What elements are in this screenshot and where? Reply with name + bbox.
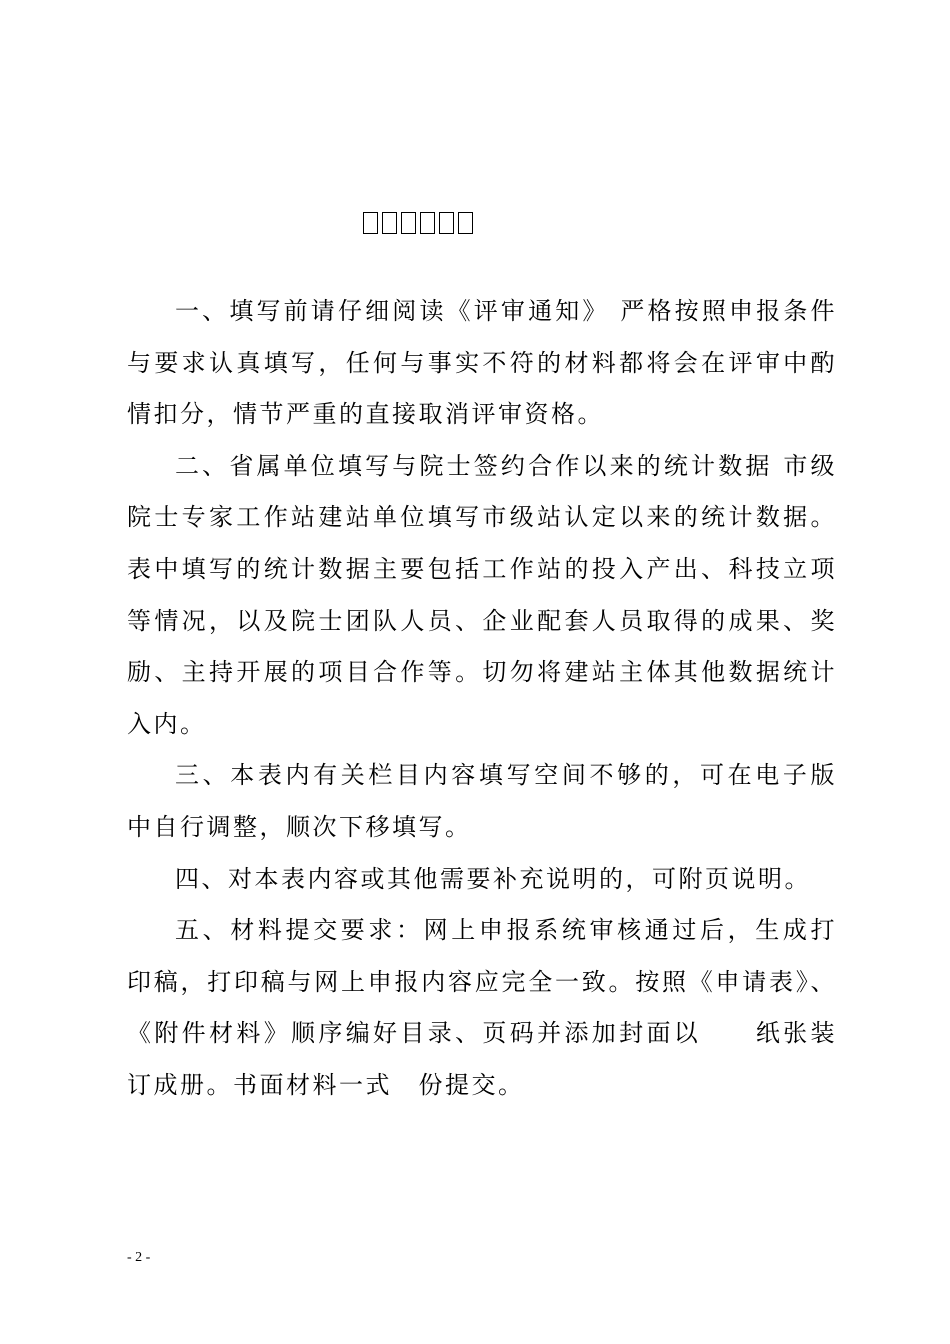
instruction-paragraph-4: 四、对本表内容或其他需要补充说明的，可附页说明。 xyxy=(175,864,811,893)
title-placeholder-glyph xyxy=(420,212,435,234)
instruction-paragraph-2: 二、省属单位填写与院士签约合作以来的统计数据 市级院士专家工作站建站单位填写市级站认定以来的统计数据。表中填写的统计数据主要包括工作站的投入产出、科技立项等情况，以及院士团队人员、企业配套人员取得的成果、奖励、主持开展的项目合作等。切勿将建站主体其他数据统计入内。 xyxy=(127,451,837,738)
instruction-paragraph-3: 三、本表内有关栏目内容填写空间不够的，可在电子版中自行调整，顺次下移填写。 xyxy=(127,761,837,841)
title-placeholder-glyph xyxy=(363,212,378,234)
document-title xyxy=(0,202,836,242)
title-placeholder-glyph xyxy=(458,212,473,234)
instruction-paragraph-1: 一、填写前请仔细阅读《评审通知》 严格按照申报条件与要求认真填写，任何与事实不符的材料都将会在评审中酌情扣分，情节严重的直接取消评审资格。 xyxy=(127,297,837,429)
title-placeholder-glyph xyxy=(439,212,454,234)
title-placeholder-glyph xyxy=(401,212,416,234)
instructions-body xyxy=(127,286,837,1112)
page-number: - 2 - xyxy=(127,1250,151,1265)
instruction-paragraph-5: 五、材料提交要求：网上申报系统审核通过后，生成打印稿，打印稿与网上申报内容应完全一致。按照《申请表》、《附件材料》顺序编好目录、页码并添加封面以 纸张装订成册。书面材料一式 份提交。 xyxy=(127,916,837,1099)
title-placeholder-glyph xyxy=(382,212,397,234)
